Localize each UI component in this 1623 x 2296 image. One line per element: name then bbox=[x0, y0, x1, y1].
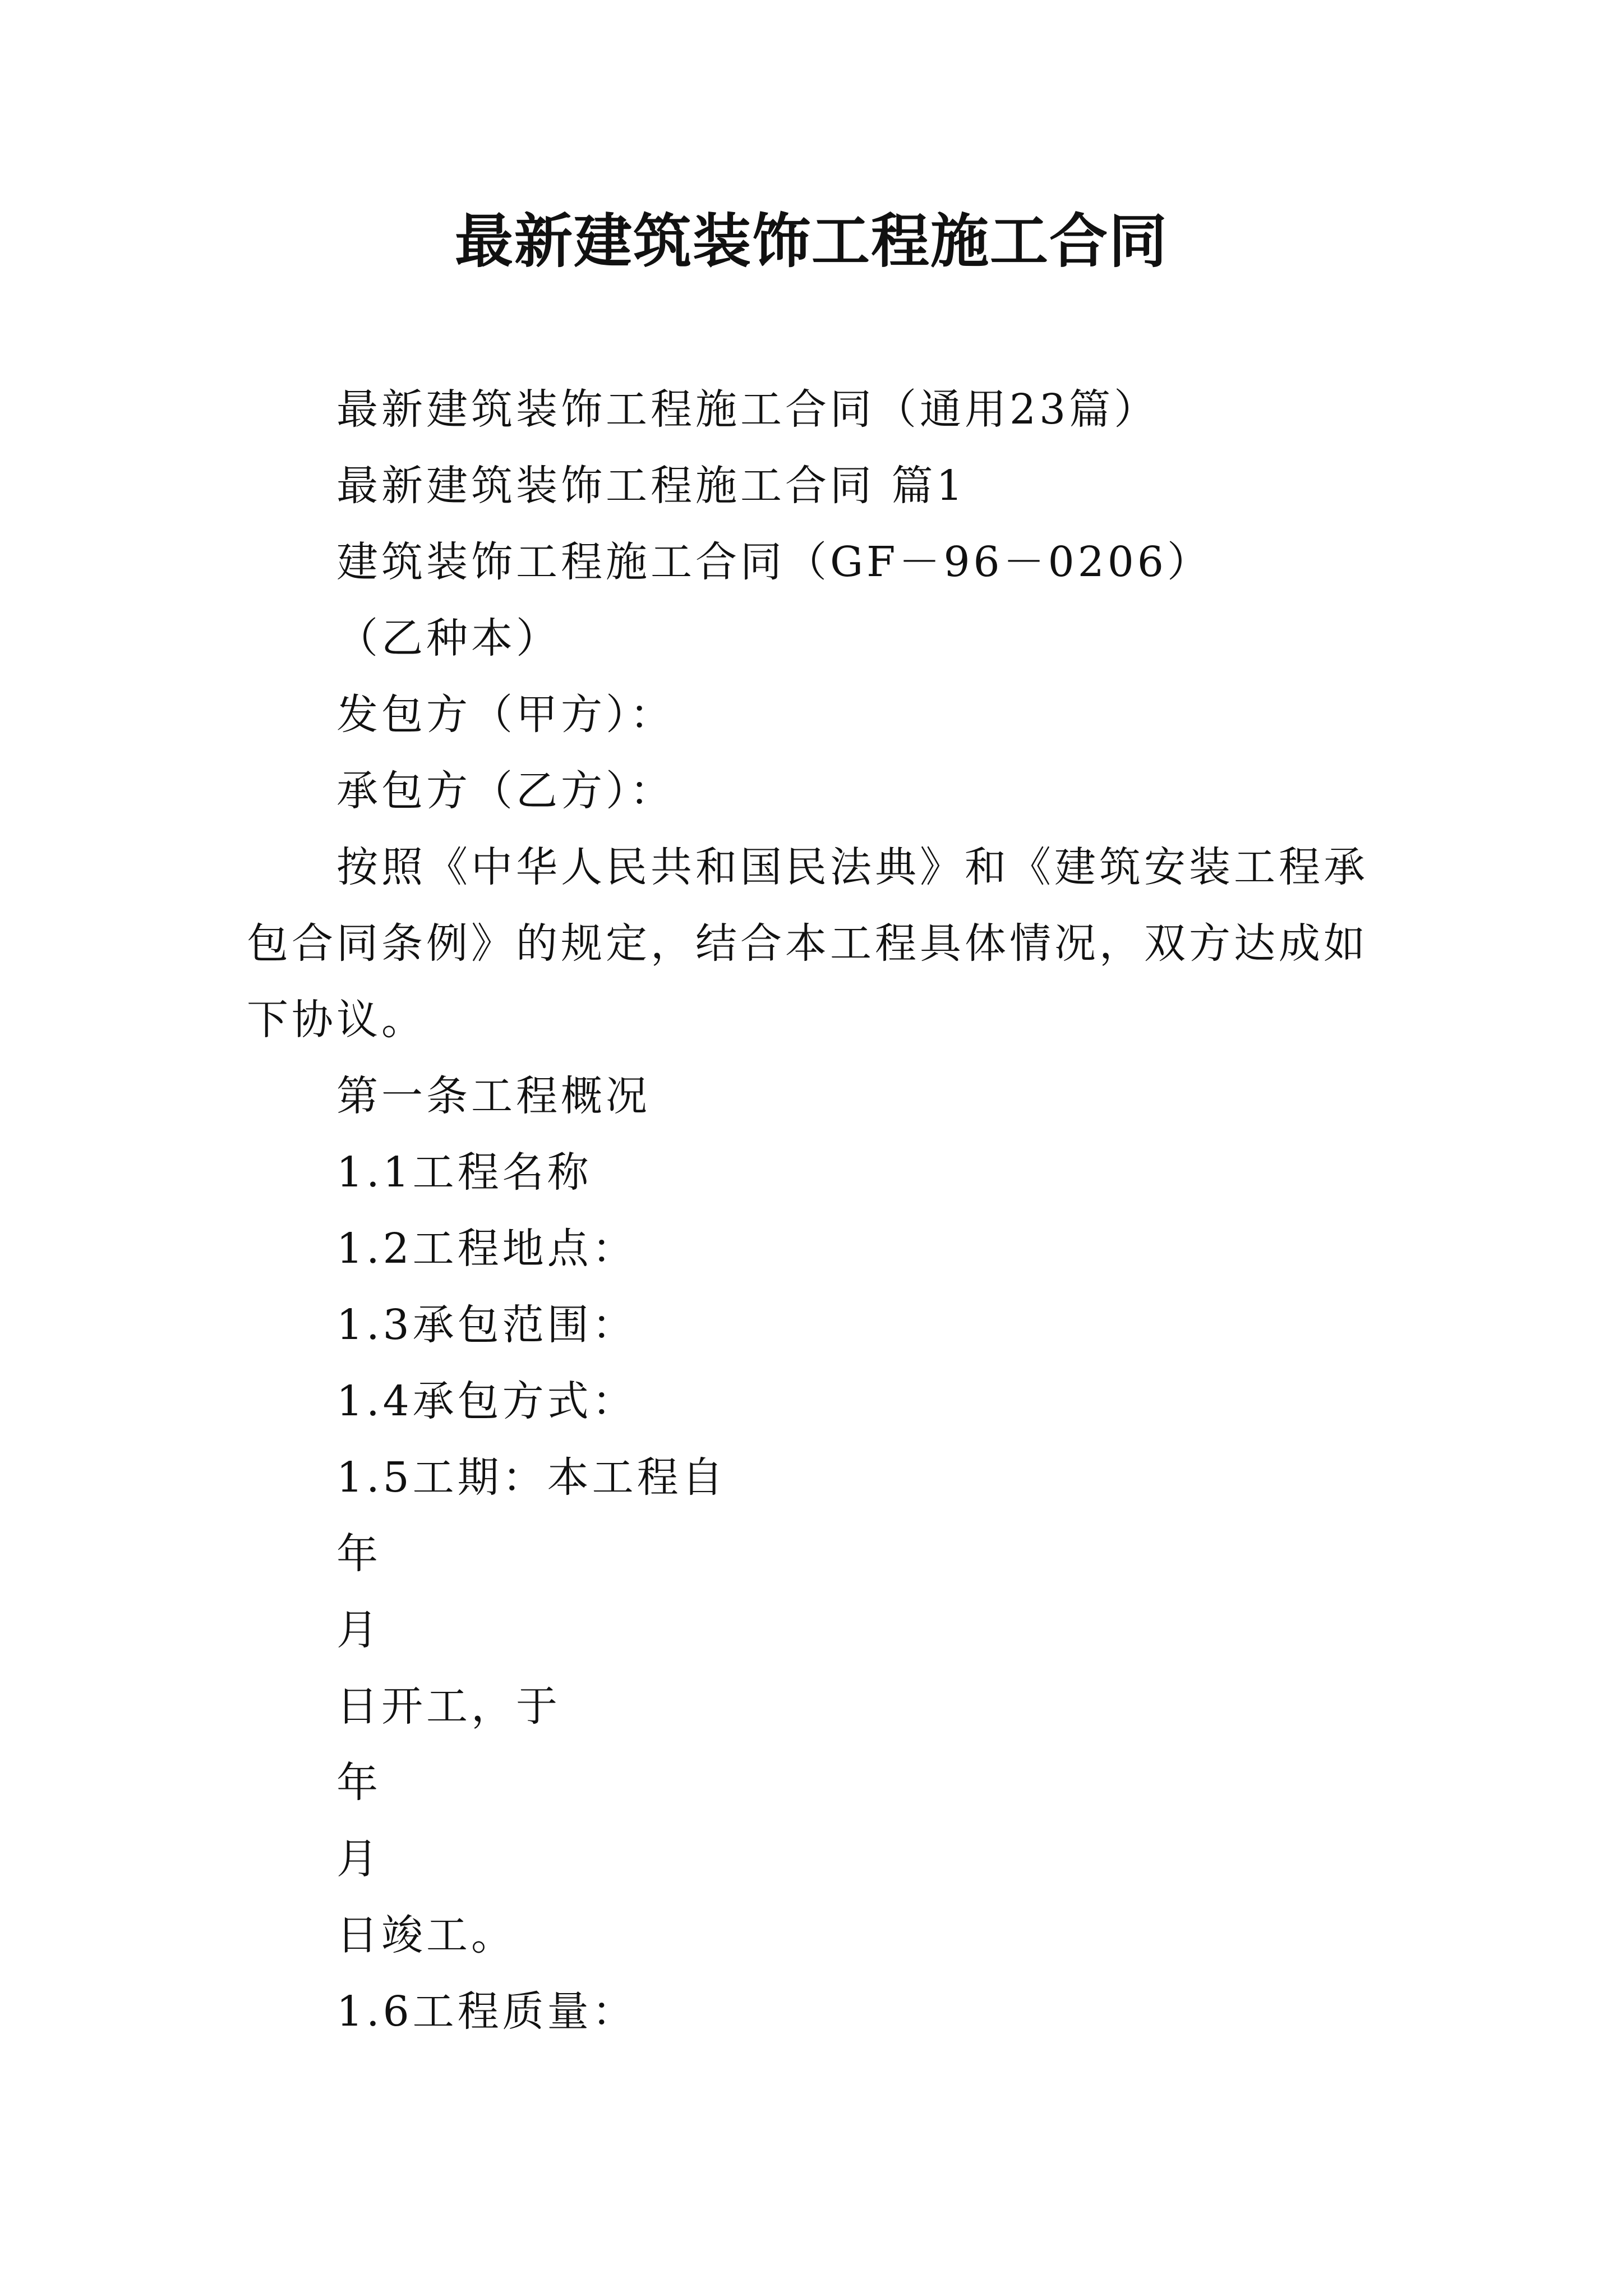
paragraph-end-day: 日竣工。 bbox=[336, 1911, 516, 1959]
paragraph-heading-general: 最新建筑装饰工程施工合同（通用23篇） bbox=[336, 385, 1159, 434]
paragraph-item-1-6: 1.6工程质量： bbox=[336, 1987, 637, 2036]
paragraph-heading-part-1: 最新建筑装饰工程施工合同 篇1 bbox=[336, 462, 966, 510]
paragraph-party-a: 发包方（甲方）： bbox=[336, 691, 675, 739]
paragraph-item-1-2: 1.2工程地点： bbox=[336, 1225, 637, 1273]
paragraph-item-1-1: 1.1工程名称 bbox=[336, 1148, 592, 1197]
paragraph-edition: （乙种本） bbox=[336, 614, 561, 662]
paragraph-preamble: 按照《中华人民共和国民法典》和《建筑安装工程承包合同条例》的规定，结合本工程具体情况，双方达成如下协议。 bbox=[247, 843, 1368, 1044]
paragraph-party-b: 承包方（乙方）： bbox=[336, 767, 675, 815]
document-body bbox=[247, 371, 1380, 2050]
paragraph-start-year: 年 bbox=[336, 1530, 381, 1578]
paragraph-item-1-5: 1.5工期：本工程自 bbox=[336, 1453, 727, 1502]
paragraph-end-year: 年 bbox=[336, 1759, 381, 1807]
paragraph-contract-code: 建筑装饰工程施工合同（GF－96－0206） bbox=[336, 538, 1212, 586]
paragraph-start-day: 日开工，于 bbox=[336, 1682, 561, 1731]
document-title: 最新建筑装饰工程施工合同 bbox=[454, 206, 1168, 275]
paragraph-item-1-4: 1.4承包方式： bbox=[336, 1377, 637, 1425]
paragraph-item-1-3: 1.3承包范围： bbox=[336, 1301, 637, 1349]
paragraph-end-month: 月 bbox=[336, 1835, 381, 1883]
paragraph-start-month: 月 bbox=[336, 1606, 381, 1654]
paragraph-article-1: 第一条工程概况 bbox=[336, 1072, 651, 1120]
